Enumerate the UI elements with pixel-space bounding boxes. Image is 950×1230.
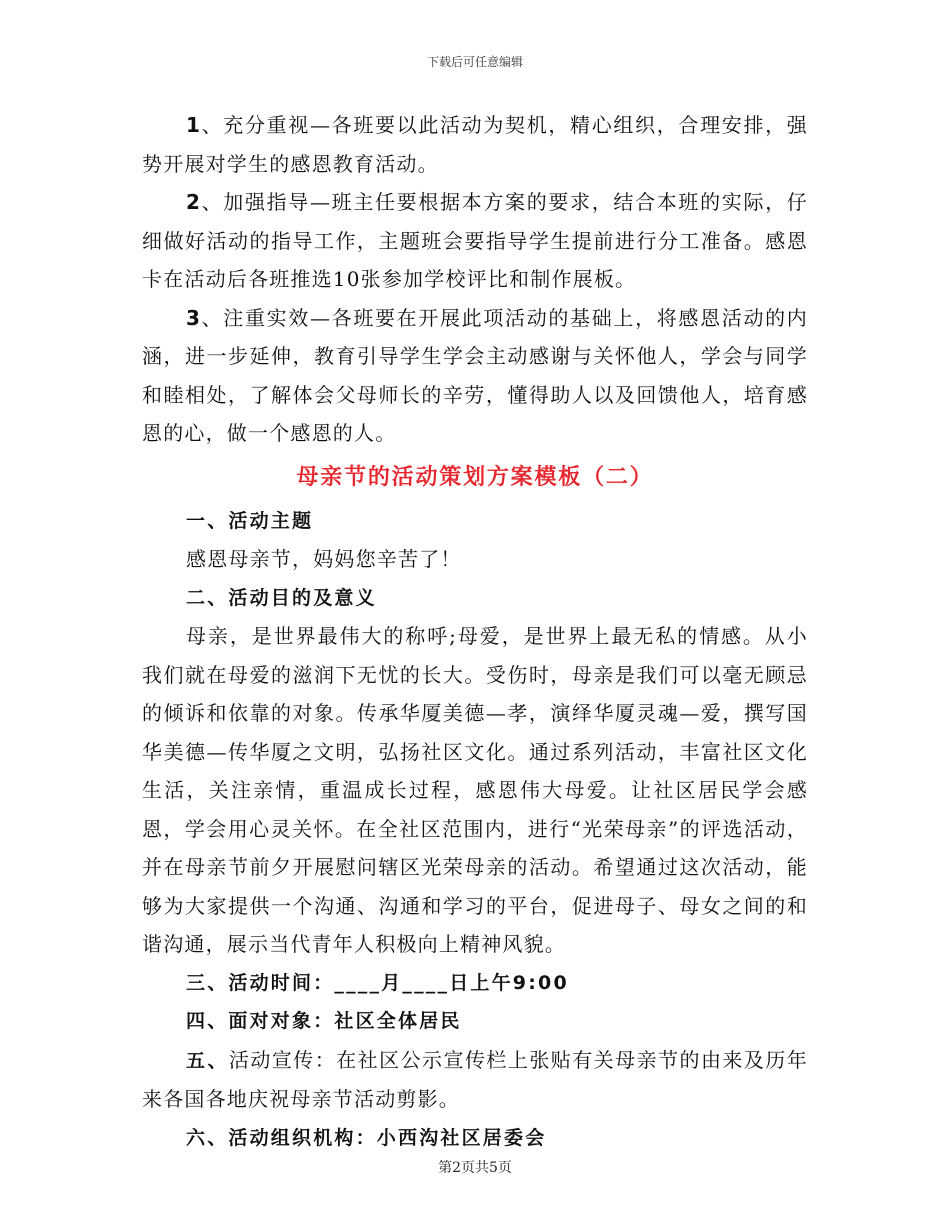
section-title: 母亲节的活动策划方案模板（二） <box>296 464 654 490</box>
publicity-heading: 五、 <box>186 1049 229 1072</box>
publicity-paragraph <box>142 1041 808 1119</box>
heading-purpose: 二、活动目的及意义 <box>186 586 377 609</box>
paragraph-2 <box>142 183 808 299</box>
heading-activity-time: 三、活动时间：____月____日上午9:00 <box>186 971 569 994</box>
document-body <box>142 106 808 1157</box>
page-footer-number: 第2页共5页 <box>438 1160 512 1176</box>
publicity-text: 活动宣传：在社区公示宣传栏上张贴有关母亲节的由来及历年来各国各地庆祝母亲节活动剪影。 <box>142 1047 808 1111</box>
paragraph-text: 、注重实效—各班要在开展此项活动的基础上，将感恩活动的内涵，进一步延伸，教育引导学生学会主动感谢与关怀他人，学会与同学和睦相处，了解体会父母师长的辛劳，懂得助人以及回馈他人，培育感恩的心，做一个感恩的人。 <box>142 305 808 445</box>
page-header-note: 下载后可任意编辑 <box>426 55 523 69</box>
activity-theme-text: 感恩母亲节，妈妈您辛苦了！ <box>186 547 462 571</box>
heading-target-audience: 四、面对对象：社区全体居民 <box>186 1010 462 1032</box>
paragraph-1 <box>142 106 808 183</box>
paragraph-3 <box>142 299 808 453</box>
heading-activity-theme: 一、活动主题 <box>186 509 314 532</box>
purpose-text: 母亲，是世界最伟大的称呼;母爱，是世界上最无私的情感。从小我们就在母爱的滋润下无忧的长大。受伤时，母亲是我们可以毫无顾忌的倾诉和依靠的对象。传承华厦美德—孝，演绎华厦灵魂—爱，撰写国华美德—传华厦之文明，弘扬社区文化。通过系列活动，丰富社区文化生活，关注亲情，重温成长过程，感恩伟大母爱。让社区居民学会感恩，学会用心灵关怀。在全社区范围内，进行“光荣母亲”的评选活动，并在母亲节前夕开展慰问辖区光荣母亲的活动。希望通过这次活动，能够为大家提供一个沟通、沟通和学习的平台，促进母子、母女之间的和谐沟通，展示当代青年人积极向上精神风貌。 <box>142 624 808 956</box>
paragraph-text: 、加强指导—班主任要根据本方案的要求，结合本班的实际，仔细做好活动的指导工作，主题班会要指导学生提前进行分工准备。感恩卡在活动后各班推选10张参加学校评比和制作展板。 <box>142 190 808 291</box>
item-number: 1 <box>186 113 202 137</box>
item-number: 3 <box>186 305 202 330</box>
heading-organizer: 六、活动组织机构：小西沟社区居委会 <box>186 1126 547 1149</box>
paragraph-text: 、充分重视—各班要以此活动为契机，精心组织，合理安排，强势开展对学生的感恩教育活动。 <box>142 113 808 176</box>
item-number: 2 <box>186 190 202 214</box>
